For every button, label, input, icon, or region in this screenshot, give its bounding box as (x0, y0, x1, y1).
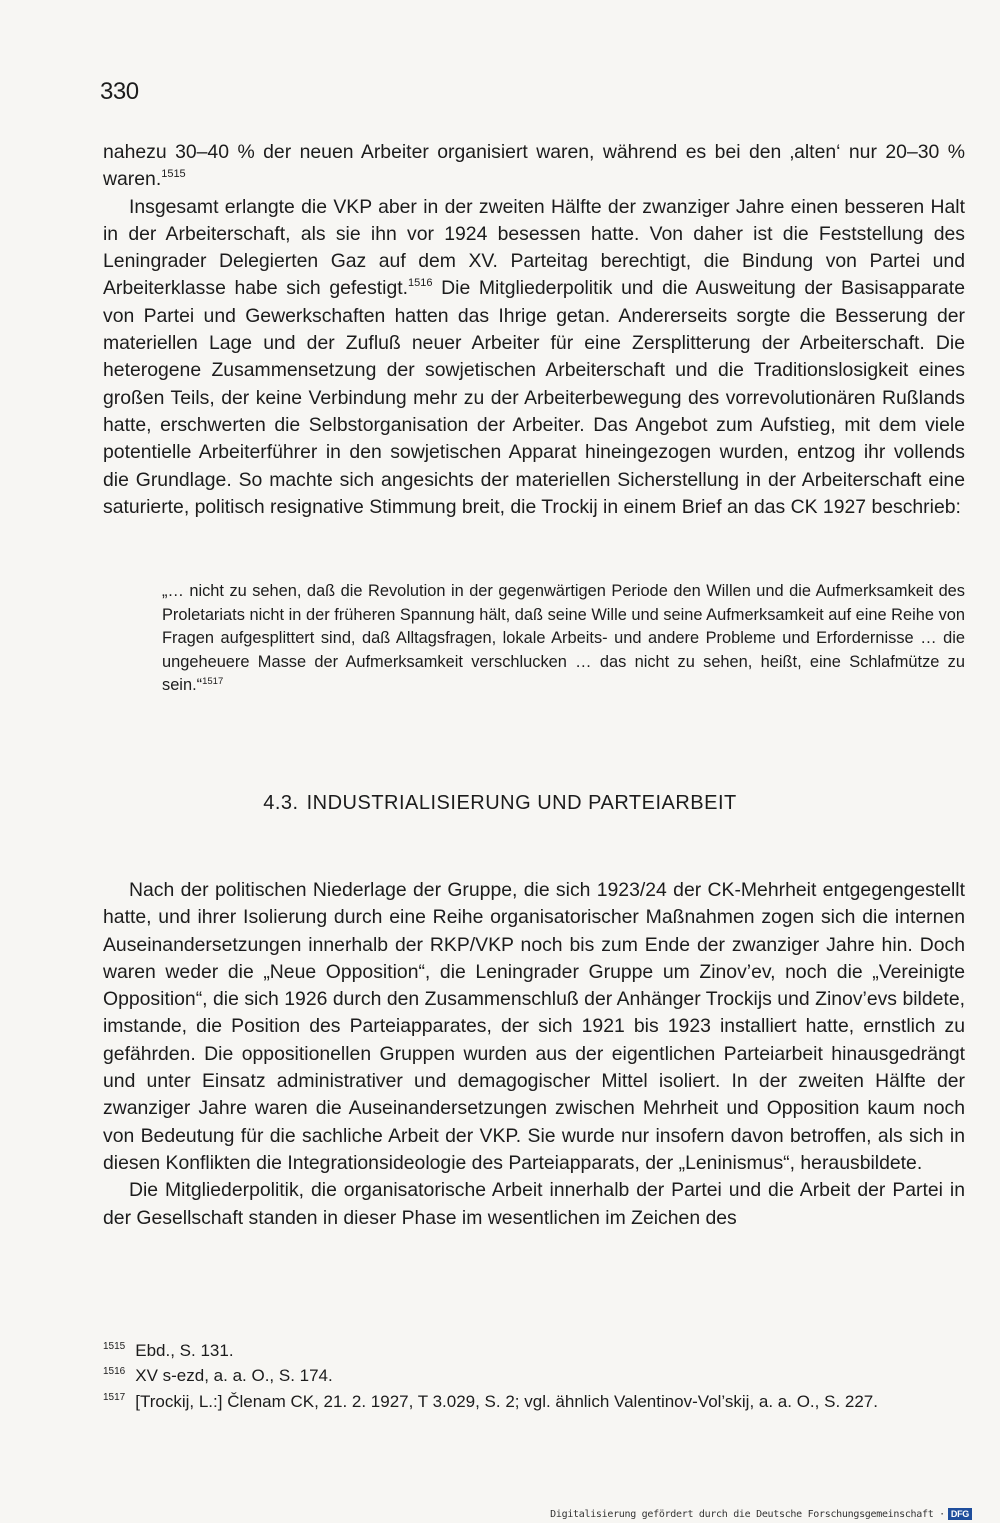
paragraph: Nach der politischen Niederlage der Gruppe, die sich 1923/24 der CK-Mehrheit entgegengestellt hatte, und ihrer Isolierung durch eine Reihe organisatorischer Maßnahmen zogen sich die internen Auseinandersetzungen innerhalb der RKP/VKP noch bis zum Ende der zwanziger Jahre hin. Doch waren weder die „Neue Opposition“, die Leningrader Gruppe um Zinov’ev, noch die „Vereinigte Opposition“, die sich 1926 durch den Zusammenschluß der Anhänger Trockijs und Zinov’evs bildete, imstande, die Position des Parteiapparates, der sich 1921 bis 1923 installiert hatte, ernstlich zu gefährden. Die oppositionellen Gruppen wurden aus der eigentlichen Parteiarbeit hinausgedrängt und unter Einsatz administrativer und demagogischer Mittel isoliert. In der zweiten Hälfte der zwanziger Jahre waren die Auseinandersetzungen zwischen Mehrheit und Opposition kaum noch von Bedeutung für die sachliche Arbeit der VKP. Sie wurde nur insofern davon betroffen, als sich in diesen Konflikten die Integrationsideologie des Parteiapparats, der „Leninismus“, herausbildete. (103, 879, 965, 1174)
footnote-number: 1515 (103, 1341, 126, 1352)
footnote-number: 1516 (103, 1366, 126, 1378)
footnote-ref: 1517 (202, 676, 224, 688)
footnote: $^{1517}$ [Trockij, L.:] Členam CK, 21. 2. 1927, T 3.029, S. 2; vgl. ähnlich Valentinov-Vol’skij, a. a. O., S. 227. (103, 1391, 878, 1411)
paragraph: nahezu 30–40 % der neuen Arbeiter organisiert waren, während es bei den ‚alten‘ nur 20–30 % waren.$^{1515}$ (103, 141, 965, 191)
paragraph: Insgesamt erlangte die VKP aber in der zweiten Hälfte der zwanziger Jahre einen besseren Halt in der Arbeiterschaft, als sie ihn vor 1924 besessen hatte. Von daher ist die Feststellung des Leningrader Delegierten Gaz auf dem XV. Parteitag berechtigt, die Bindung von Partei und Arbeiterklasse habe sich gefestigt.$^{1516}$ Die Mitgliederpolitik und die Ausweitung der Basisapparate von Partei und Gewerkschaften hatten das Ihrige getan. Andererseits sorgte die Besserung der materiellen Lage und der Zufluß neuer Arbeiter für eine Zersplitterung der Arbeiterschaft. Die heterogene Zusammensetzung der sowjetischen Arbeiterschaft und die Traditionslosigkeit eines großen Teils, der keine Verbindung mehr zu der Arbeiterbewegung des vorrevolutionären Rußlands hatte, erschwerten die Selbstorganisation der Arbeiter. Das Angebot zum Aufstieg, mit dem viele potentielle Arbeiterführer in den sowjetischen Apparat hineingezogen wurden, entzog ihr vollends die Grundlage. So machte sich angesichts der materiellen Sicherstellung in der Arbeiterschaft eine saturierte, politisch resignative Stimmung breit, die Trockij in einem Brief an das CK 1927 beschrieb: (103, 195, 965, 518)
footnote: $^{1515}$ Ebd., S. 131. (103, 1341, 234, 1360)
page-number: 330 (100, 78, 139, 105)
section-title: INDUSTRIALISIERUNG UND PARTEIARBEIT (306, 792, 737, 814)
section-number: 4.3. (263, 792, 299, 814)
dfg-logo: DFG (948, 1508, 972, 1520)
digitization-credit: Digitalisierung gefördert durch die Deutsche Forschungsgemeinschaft · DFG (550, 1508, 972, 1520)
footnote: $^{1516}$ XV s-ezd, a. a. O., S. 174. (103, 1366, 333, 1386)
footnote-number: 1517 (103, 1391, 126, 1403)
footnote-ref: 1515 (161, 168, 186, 181)
body-text-top (103, 139, 965, 521)
body-text-bottom (103, 877, 965, 1232)
section-heading (0, 792, 1000, 815)
footnote-ref: 1516 (408, 277, 433, 290)
block-quote: „… nicht zu sehen, daß die Revolution in der gegenwärtigen Periode den Willen und die Aufmerksamkeit des Proletariats nicht in der früheren Spannung hält, daß seine Wille und seine Aufmerksamkeit auf eine Reihe von Fragen aufgesplittert sind, daß Alltagsfragen, lokale Arbeits- und andere Probleme und Erfordernisse … die ungeheuere Masse der Aufmerksamkeit verschlucken … das nicht zu sehen, heißt, eine Schlafmütze zu sein.“$^{1517}$ (162, 582, 965, 695)
paragraph: Die Mitgliederpolitik, die organisatorische Arbeit innerhalb der Partei und die Arbeit der Partei in der Gesellschaft standen in dieser Phase im wesentlichen im Zeichen des (103, 1179, 965, 1229)
footnotes (103, 1338, 973, 1414)
